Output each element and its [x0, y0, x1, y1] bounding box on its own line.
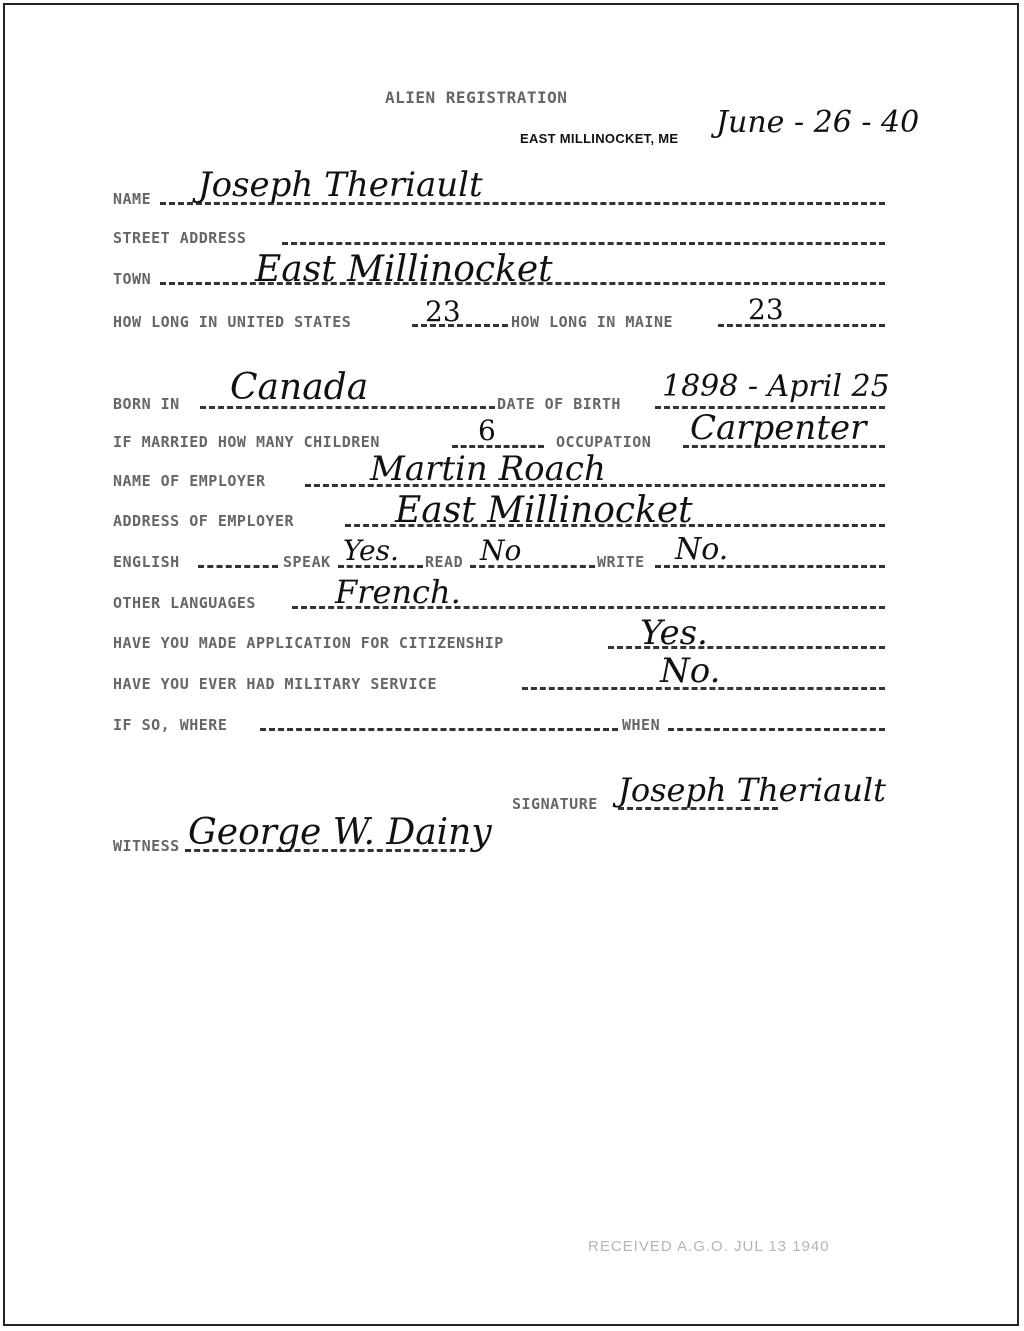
speak-value: Yes.	[343, 534, 399, 567]
other-languages-value: French.	[335, 573, 461, 611]
form-title: ALIEN REGISTRATION	[385, 88, 568, 107]
write-label: WRITE	[597, 553, 645, 571]
location-stamp: EAST MILLINOCKET, ME	[520, 131, 679, 146]
military-service-value: No.	[660, 651, 721, 691]
employer-name-label: NAME OF EMPLOYER	[113, 472, 266, 490]
date-of-birth-value: 1898 - April 25	[662, 369, 890, 404]
english-label: ENGLISH	[113, 553, 180, 571]
name-label: NAME	[113, 190, 152, 208]
occupation-label: OCCUPATION	[556, 433, 652, 451]
read-label: READ	[425, 553, 464, 571]
read-value: No	[480, 534, 522, 567]
employer-name-value: Martin Roach	[370, 449, 606, 489]
born-in-label: BORN IN	[113, 395, 180, 413]
signature-label: SIGNATURE	[512, 795, 598, 813]
witness-label: WITNESS	[113, 837, 180, 855]
signature-value: Joseph Theriault	[618, 771, 886, 809]
military-service-label: HAVE YOU EVER HAD MILITARY SERVICE	[113, 675, 438, 693]
town-label: TOWN	[113, 270, 152, 288]
when-line	[668, 728, 885, 731]
speak-label: SPEAK	[283, 553, 331, 571]
years-in-maine-line	[718, 324, 885, 327]
born-in-value: Canada	[230, 367, 369, 408]
witness-signature: George W. Dainy	[188, 812, 492, 853]
years-in-maine-value: 23	[748, 293, 784, 326]
other-languages-label: OTHER LANGUAGES	[113, 594, 256, 612]
years-in-us-label: HOW LONG IN UNITED STATES	[113, 313, 352, 331]
if-so-where-label: IF SO, WHERE	[113, 716, 228, 734]
english-line	[198, 565, 278, 568]
town-value: East Millinocket	[255, 249, 553, 290]
if-so-where-line	[260, 728, 618, 731]
children-label: IF MARRIED HOW MANY CHILDREN	[113, 433, 380, 451]
employer-address-value: East Millinocket	[395, 490, 693, 531]
name-value: Joseph Theriault	[198, 165, 483, 205]
street-address-line	[282, 242, 885, 245]
occupation-value: Carpenter	[690, 408, 867, 448]
years-in-maine-label: HOW LONG IN MAINE	[511, 313, 674, 331]
street-address-label: STREET ADDRESS	[113, 229, 247, 247]
children-value: 6	[478, 414, 496, 447]
children-line	[452, 445, 544, 448]
employer-address-label: ADDRESS OF EMPLOYER	[113, 512, 295, 530]
citizenship-label: HAVE YOU MADE APPLICATION FOR CITIZENSHIP	[113, 634, 504, 652]
when-label: WHEN	[622, 716, 661, 734]
write-value: No.	[675, 532, 729, 567]
date-of-birth-label: DATE OF BIRTH	[497, 395, 621, 413]
date-handwritten: June - 26 - 40	[716, 105, 920, 140]
received-stamp: RECEIVED A.G.O. JUL 13 1940	[588, 1238, 830, 1255]
years-in-us-value: 23	[425, 295, 461, 328]
citizenship-value: Yes.	[640, 613, 708, 653]
